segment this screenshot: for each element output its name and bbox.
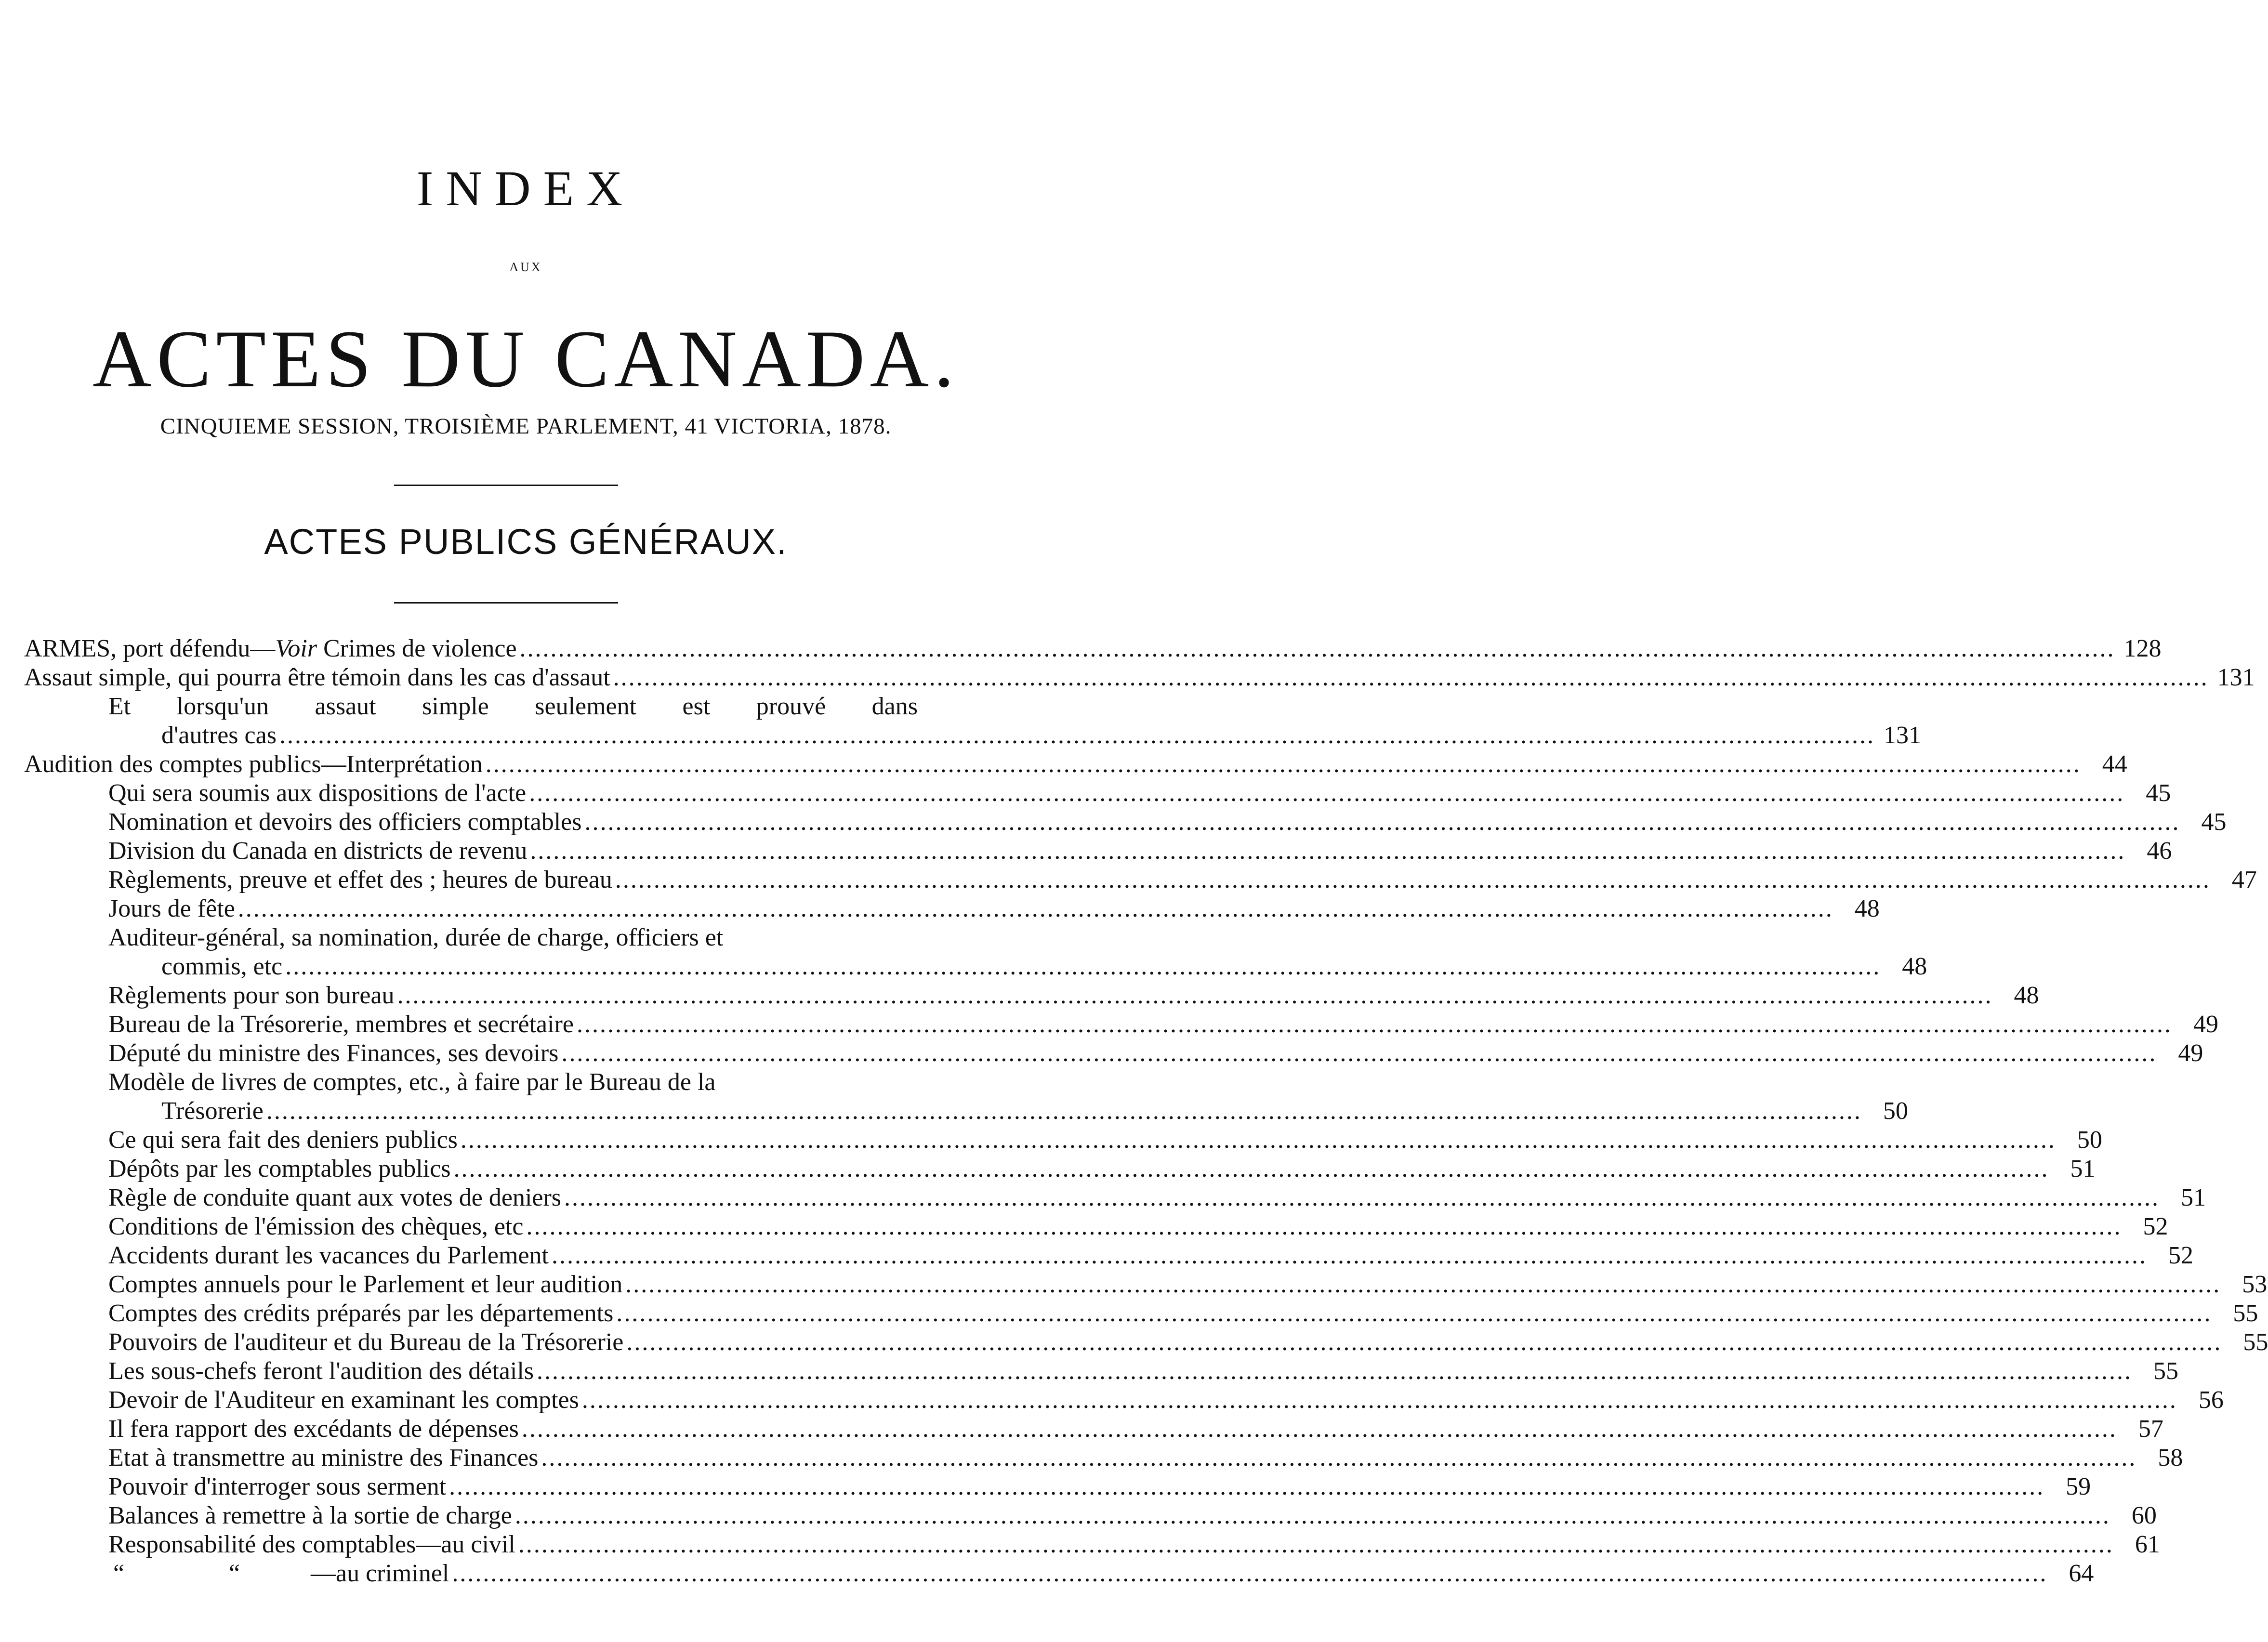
- entry-label: Pouvoirs de l'auditeur et du Bureau de la Trésorerie: [108, 1328, 624, 1356]
- entry-page-number: 47: [2231, 866, 2257, 893]
- entry-label: Auditeur-général, sa nomination, durée de charge, officiers et: [108, 924, 724, 951]
- index-entry: [24, 750, 2127, 779]
- entry-label: Balances à remettre à la sortie de charge: [108, 1502, 512, 1529]
- index-entry: [24, 692, 983, 721]
- entry-page-number: 58: [2158, 1444, 2183, 1471]
- dot-leader: ...............................................................................................................................................................................................................: [519, 635, 2115, 662]
- dot-leader: ...............................................................................................................................................................................................................: [521, 1415, 2117, 1443]
- entry-page-number: 131: [1883, 722, 1921, 749]
- entry-label: Pouvoir d'interroger sous serment: [108, 1473, 447, 1500]
- entry-page-number: 59: [2066, 1473, 2091, 1500]
- dot-leader: ...............................................................................................................................................................................................................: [449, 1473, 2045, 1500]
- index-entry: [24, 1415, 2163, 1444]
- index-entry-continuation: [24, 1097, 1908, 1126]
- index-entry: [24, 1212, 2168, 1241]
- divider-rule-bottom: [394, 602, 618, 604]
- dot-leader: ...............................................................................................................................................................................................................: [615, 866, 2211, 893]
- entry-label: Division du Canada en districts de revenu: [108, 837, 527, 865]
- entry-page-number: 51: [2070, 1155, 2096, 1182]
- index-entry: [24, 866, 2257, 894]
- index-entry: [24, 1270, 2268, 1299]
- entry-page-number: 57: [2138, 1415, 2163, 1443]
- entry-page-number: 50: [1883, 1097, 1908, 1125]
- dot-leader: ...............................................................................................................................................................................................................: [529, 779, 2125, 807]
- entry-label: Qui sera soumis aux dispositions de l'acte: [108, 779, 527, 807]
- entry-page-number: 48: [1902, 953, 1927, 980]
- entry-label: Devoir de l'Auditeur en examinant les comptes: [108, 1386, 579, 1414]
- entry-page-number: 51: [2181, 1184, 2206, 1211]
- dot-leader: ...............................................................................................................................................................................................................: [453, 1155, 2049, 1182]
- dot-leader: ...............................................................................................................................................................................................................: [285, 953, 1881, 980]
- entry-page-number: 46: [2147, 837, 2172, 865]
- index-entry: [24, 894, 1880, 923]
- index-entry: [24, 1068, 983, 1097]
- entry-label: Trésorerie: [161, 1097, 264, 1125]
- divider-rule-top: [394, 485, 618, 486]
- dot-leader: ...............................................................................................................................................................................................................: [279, 722, 1875, 749]
- dot-leader: ...............................................................................................................................................................................................................: [452, 1560, 2048, 1587]
- index-entry: [24, 663, 2255, 692]
- entry-page-number: 49: [2178, 1039, 2203, 1067]
- index-entry: [24, 1183, 2206, 1212]
- entry-label: Bureau de la Trésorerie, membres et secrétaire: [108, 1011, 574, 1038]
- entry-label: ARMES, port défendu—Voir Crimes de violence: [24, 635, 517, 662]
- index-entry-continuation: [24, 721, 1921, 750]
- dot-leader: ...............................................................................................................................................................................................................: [530, 837, 2126, 865]
- entry-label: Assaut simple, qui pourra être témoin dans les cas d'assaut: [24, 664, 610, 691]
- entry-page-number: 48: [1854, 895, 1880, 922]
- entry-label: “ “ —au criminel: [108, 1559, 449, 1588]
- entry-label: Dépôts par les comptables publics: [108, 1155, 451, 1182]
- index-entries: [24, 634, 2268, 1588]
- entry-label: Les sous-chefs feront l'audition des détails: [108, 1357, 534, 1385]
- index-entry: [24, 837, 2172, 866]
- dot-leader: ...............................................................................................................................................................................................................: [616, 1300, 2212, 1327]
- index-entry: [24, 634, 2162, 663]
- index-entry: [24, 923, 983, 952]
- entry-page-number: 55: [2153, 1357, 2179, 1385]
- ditto-mark: “: [113, 1560, 125, 1587]
- index-entry: [24, 1501, 2157, 1530]
- entry-label: Règlements pour son bureau: [108, 982, 395, 1009]
- entry-page-number: 56: [2198, 1386, 2224, 1414]
- entry-page-number: 55: [2243, 1328, 2268, 1356]
- title-connector: AUX: [509, 260, 542, 274]
- section-heading: ACTES PUBLICS GÉNÉRAUX.: [264, 522, 788, 562]
- entry-label: Audition des comptes publics—Interprétation: [24, 750, 483, 778]
- entry-label: Accidents durant les vacances du Parlement: [108, 1242, 549, 1269]
- entry-page-number: 48: [2014, 982, 2039, 1009]
- main-title: ACTES DU CANADA.: [92, 314, 959, 404]
- entry-page-number: 64: [2069, 1560, 2094, 1587]
- index-entry: [24, 1126, 2102, 1155]
- entry-label: Et lorsqu'un assaut simple seulement est prouvé dans: [108, 693, 918, 720]
- ditto-mark: “: [229, 1560, 240, 1587]
- entry-page-number: 55: [2233, 1300, 2258, 1327]
- entry-page-number: 44: [2102, 750, 2127, 778]
- entry-label: Conditions de l'émission des chèques, etc: [108, 1213, 524, 1240]
- entry-page-number: 52: [2143, 1213, 2168, 1240]
- dot-leader: ...............................................................................................................................................................................................................: [514, 1502, 2110, 1529]
- entry-label: Règlements, preuve et effet des ; heures de bureau: [108, 866, 612, 893]
- entry-page-number: 53: [2242, 1271, 2268, 1298]
- index-entry: [24, 1241, 2193, 1270]
- entry-label: Il fera rapport des excédants de dépenses: [108, 1415, 519, 1443]
- index-entry: [24, 1010, 2218, 1039]
- entry-label: Etat à transmettre au ministre des Finances: [108, 1444, 539, 1471]
- entry-label: d'autres cas: [161, 722, 277, 749]
- dot-leader: ...............................................................................................................................................................................................................: [526, 1213, 2122, 1240]
- entry-page-number: 60: [2131, 1502, 2157, 1529]
- dot-leader: ...............................................................................................................................................................................................................: [613, 664, 2209, 691]
- dot-leader: ...............................................................................................................................................................................................................: [541, 1444, 2137, 1471]
- index-entry: [24, 1357, 2179, 1386]
- dot-leader: ...............................................................................................................................................................................................................: [537, 1357, 2133, 1385]
- index-title: INDEX: [416, 161, 635, 216]
- index-entry: [24, 1559, 2094, 1588]
- index-entry: [24, 1386, 2224, 1415]
- dot-leader: ...............................................................................................................................................................................................................: [626, 1328, 2222, 1356]
- dot-leader: ...............................................................................................................................................................................................................: [237, 895, 1833, 922]
- index-entry: [24, 1328, 2268, 1357]
- entry-label: commis, etc: [161, 953, 283, 980]
- index-entry: [24, 1472, 2091, 1501]
- entry-page-number: 49: [2193, 1011, 2218, 1038]
- entry-page-number: 45: [2201, 808, 2227, 836]
- entry-label: Responsabilité des comptables—au civil: [108, 1531, 515, 1558]
- entry-page-number: 61: [2135, 1531, 2160, 1558]
- dot-leader: ...............................................................................................................................................................................................................: [564, 1184, 2160, 1211]
- dot-leader: ...............................................................................................................................................................................................................: [460, 1126, 2056, 1154]
- dot-leader: ...............................................................................................................................................................................................................: [552, 1242, 2147, 1269]
- index-entry: [24, 808, 2227, 837]
- entry-page-number: 131: [2217, 664, 2255, 691]
- entry-page-number: 50: [2077, 1126, 2102, 1154]
- index-entry: [24, 1530, 2160, 1559]
- session-subtitle: CINQUIEME SESSION, TROISIÈME PARLEMENT, 41 VICTORIA, 1878.: [160, 414, 892, 439]
- index-entry: [24, 981, 2039, 1010]
- entry-label: Règle de conduite quant aux votes de deniers: [108, 1184, 562, 1211]
- entry-label: Comptes des crédits préparés par les départements: [108, 1300, 614, 1327]
- dot-leader: ...............................................................................................................................................................................................................: [266, 1097, 1862, 1125]
- dot-leader: ...............................................................................................................................................................................................................: [518, 1531, 2114, 1558]
- index-entry: [24, 779, 2171, 808]
- index-entry-continuation: [24, 952, 1927, 981]
- dot-leader: ...............................................................................................................................................................................................................: [485, 750, 2081, 778]
- index-entry: [24, 1039, 2203, 1068]
- entry-page-number: 52: [2168, 1242, 2193, 1269]
- entry-label: Comptes annuels pour le Parlement et leur audition: [108, 1271, 623, 1298]
- index-entry: [24, 1299, 2258, 1328]
- entry-label: Ce qui sera fait des deniers publics: [108, 1126, 458, 1154]
- dot-leader: ...............................................................................................................................................................................................................: [576, 1011, 2172, 1038]
- entry-page-number: 128: [2123, 635, 2162, 662]
- entry-label: Jours de fête: [108, 895, 235, 922]
- entry-label: Modèle de livres de comptes, etc., à faire par le Bureau de la: [108, 1068, 716, 1096]
- index-entry: [24, 1444, 2183, 1472]
- index-entry: [24, 1155, 2096, 1183]
- dot-leader: ...............................................................................................................................................................................................................: [397, 982, 1993, 1009]
- entry-label: Député du ministre des Finances, ses devoirs: [108, 1039, 559, 1067]
- dot-leader: ...............................................................................................................................................................................................................: [625, 1271, 2221, 1298]
- dot-leader: ...............................................................................................................................................................................................................: [561, 1039, 2157, 1067]
- dot-leader: ...............................................................................................................................................................................................................: [581, 1386, 2177, 1414]
- dot-leader: ...............................................................................................................................................................................................................: [584, 808, 2180, 836]
- entry-page-number: 45: [2146, 779, 2171, 807]
- entry-label: Nomination et devoirs des officiers comptables: [108, 808, 582, 836]
